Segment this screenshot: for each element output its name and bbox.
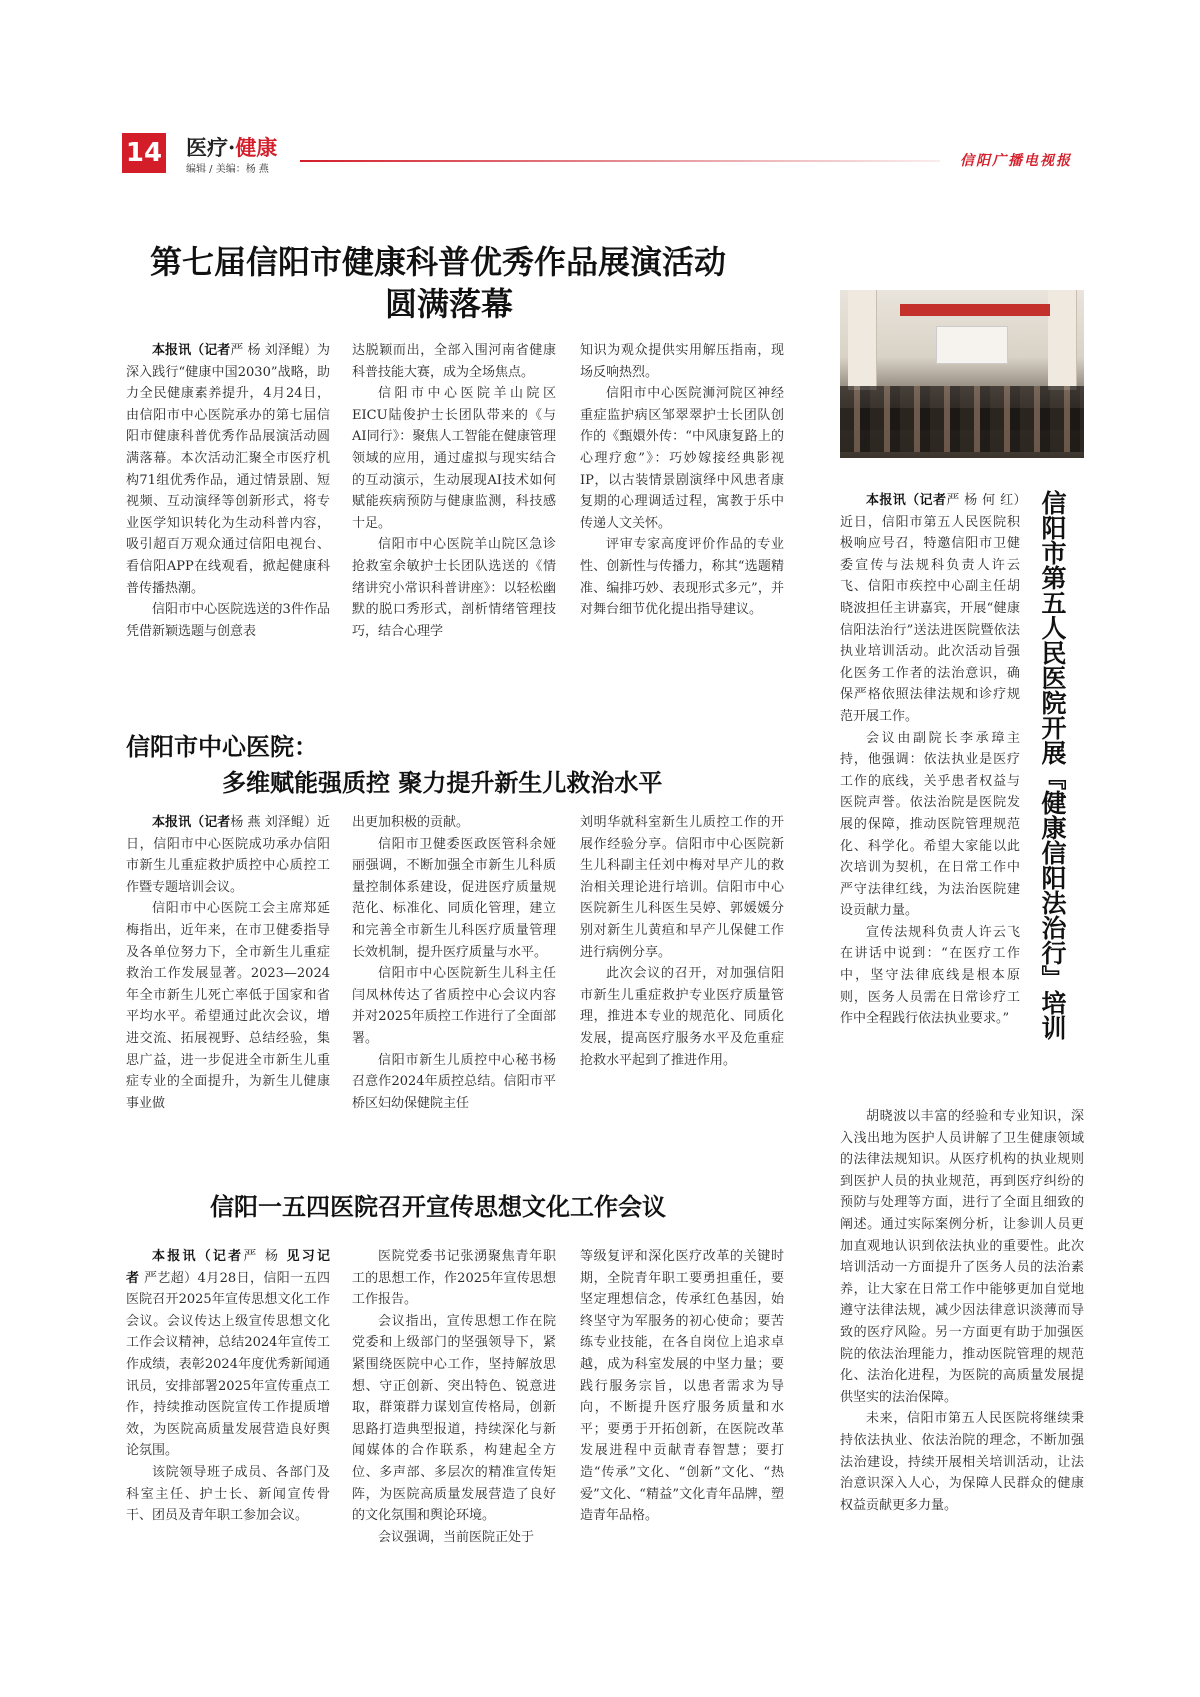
lead-text: ）为深入践行“健康中国2030”战略，助力全民健康素养提升，4月24日，由信阳市中心医院承办的第七届信阳市健康科普优秀作品展演活动圆满落幕。本次活动汇聚全市医疗机构71组优秀作品，通过情景剧、短视频、互动演绎等创新形式，将专业医学知识转化为生动科普内容，吸引超百万观众通过信阳电视台、看信阳APP在线观看，掀起健康科普传播热潮。 [126,343,330,596]
paragraph: 会议强调，当前医院正处于 [378,1529,535,1545]
paragraph: 信阳市中心医院选送的3件作品凭借新颖选题与创意表 [126,602,330,639]
paragraph: 出更加积极的贡献。 [352,815,470,830]
projection-screen [936,326,1008,364]
paper-name: 信阳广播电视报 [960,153,1072,169]
article3-title: 信阳一五四医院召开宣传思想文化工作会议 [210,1192,666,1221]
paragraph: 会议由副院长李承璋主持，他强调：依法执业是医疗工作的底线，关乎患者权益与医院声誉。依法治院是医院发展的保障，推动医院管理规范化、科学化。希望大家能以此次培训为契机，在日常工作中严守法律红线，为法治医院建设贡献力量。 [840,730,1020,919]
byline: 本报讯（记者 [152,1249,244,1264]
paragraph: 等级复评和深化医疗改革的关键时期，全院青年职工要勇担重任，要坚定理想信念，传承红色基因，始终坚守为军服务的初心使命；要苦练专业技能，在各自岗位上追求卓越，成为科室发展的中坚力量；要践行服务宗旨，以患者需求为导向，不断提升医疗服务质量和水平；要勇于开拓创新，在医院改革发展进程中贡献青春智慧；要打造“传承”文化、“创新”文化、“热爱”文化、“精益”文化青年品牌，塑造青年品格。 [580,1249,784,1524]
article2-title-line2: 多维赋能强质控 聚力提升新生儿救治水平 [222,768,663,797]
lead-text: ）近日，信阳市第五人民医院积极响应号召，特邀信阳市卫健委宣传与法规科负责人许云飞、信阳市疾控中心副主任胡晓波担任主讲嘉宾，开展“健康信阳法治行”送法进医院暨依法执业培训活动。此次活动旨强化医务工作者的法治意识，确保严格依照法律法规和诊疗规范开展工作。 [840,493,1020,724]
article1-column-2 [352,340,556,642]
article1-title-line2: 圆满落幕 [385,285,514,323]
sidebar-lead-paragraph [840,490,1020,728]
paragraph: 宣传法规科负责人许云飞在讲话中说到：“在医疗工作中，坚守法律底线是根本原则，医务人员需在日常诊疗工作中全程践行依法执业要求。” [840,924,1020,1027]
editor-line: 编辑 / 美编：杨 燕 [186,164,269,175]
paragraph: 达脱颖而出，全部入围河南省健康科普技能大赛，成为全场焦点。 [352,343,556,380]
section-main: 医疗· [186,135,236,160]
section-title [186,132,277,162]
paragraph: 信阳市新生儿质控中心秘书杨召意作2024年质控总结。信阳市平桥区妇幼保健院主任 [352,1052,556,1111]
article3-column-1 [126,1246,330,1527]
paragraph: 评审专家高度评价作品的专业性、创新性与传播力，称其“选题精准、编排巧妙、表现形式多元”，并对舞台细节优化提出指导建议。 [580,537,784,618]
lead-text: ）4月28日，信阳一五四医院召开2025年宣传思想文化工作会议。会议传达上级宣传思想文化工作会议精神，总结2024年宣传工作成绩，表彰2024年度优秀新闻通讯员，安排部署2025年宣传重点工作，持续推动医院宣传工作提质增效，为医院高质量发展营造良好舆论氛围。 [126,1270,330,1459]
article2-column-1 [126,812,330,1114]
reporter-names: 严 杨 刘泽鲲 [230,343,304,358]
window-blind [848,290,877,390]
article2-lead-paragraph [126,812,330,898]
article2-title-line1: 信阳市中心医院： [126,732,318,761]
paragraph: 信阳市中心医院工会主席郑延梅指出，近年来，在市卫健委指导及各单位努力下，全市新生儿重症救治工作发展显著。2023—2024年全市新生儿死亡率低于国家和省平均水平。希望通过此次会议，增进交流、拓展视野、总结经验，集思广益，进一步促进全市新生儿重症专业的全面提升，为新生儿健康事业做 [126,901,330,1111]
byline: 本报讯（记者 [866,493,947,508]
article1-column-1 [126,340,330,642]
paragraph: 会议指出，宣传思想工作在院党委和上级部门的坚强领导下，紧紧围绕医院中心工作，坚持解放思想、守正创新、突出特色、锐意进取，群策群力谋划宣传格局，创新思路打造典型报道，持续深化与新闻媒体的合作联系，构建起全方位、多声部、多层次的精准宣传矩阵，为医院高质量发展营造了良好的文化氛围和舆论环境。 [352,1313,556,1524]
window-blind [1048,290,1077,390]
byline-mid: 见习记者 [126,1249,330,1286]
meeting-photo [840,290,1084,458]
reporter-names: 严 杨 何 红 [946,493,1014,508]
sidebar-column-1 [840,490,1020,1030]
sidebar-vertical-title: 信阳市第五人民医院开展『健康信阳法治行』培训 [1038,490,1067,1040]
reporter-names-2: 严艺超 [143,1270,185,1286]
audience-row [840,430,1084,452]
paragraph: 知识为观众提供实用解压指南，现场反响热烈。 [580,343,784,380]
sidebar-column-2 [840,1106,1084,1516]
stage-banner [900,304,1050,316]
paragraph: 信阳市中心医院羊山院区急诊抢救室余敏护士长团队选送的《情绪讲究小常识科普讲座》：以轻松幽默的脱口秀形式，剖析情绪管理技巧，结合心理学 [352,537,556,639]
header-rule [300,160,940,162]
article1-column-3 [580,340,784,621]
page-number: 14 [122,133,166,173]
paragraph: 医院党委书记张湧聚焦青年职工的思想工作，作2025年宣传思想工作报告。 [352,1249,556,1308]
paragraph: 信阳市中心医院羊山院区EICU陆俊护士长团队带来的《与AI同行》：聚焦人工智能在健康管理领域的应用，通过虚拟与现实结合的互动演示，生动展现AI技术如何赋能疾病预防与健康监测，科技感十足。 [352,386,556,531]
paragraph: 信阳市中心医院浉河院区神经重症监护病区邹翠翠护士长团队创作的《甄嬛外传：“中风康复路上的心理疗愈”》：巧妙嫁接经典影视IP，以古装情景剧演绎中风患者康复期的心理调适过程，寓教于乐中传递人文关怀。 [580,386,784,531]
article3-lead-paragraph [126,1246,330,1462]
paragraph: 信阳市卫健委医政医管科余娅丽强调，不断加强全市新生儿科质量控制体系建设，促进医疗质量规范化、标准化、同质化管理，建立和完善全市新生儿科医疗质量管理长效机制，提升医疗质量与水平。 [352,836,556,960]
section-accent: 健康 [235,135,278,160]
paragraph: 刘明华就科室新生儿质控工作的开展作经验分享。信阳市中心医院新生儿科副主任刘中梅对早产儿的救治相关理论进行培训。信阳市中心医院新生儿科医生吴婷、郭媛媛分别对新生儿黄疸和早产儿保健工作进行病例分享。 [580,815,784,960]
article3-column-2 [352,1246,556,1548]
article1-title-line1: 第七届信阳市健康科普优秀作品展演活动 [150,243,727,281]
byline: 本报讯（记者 [152,343,231,358]
lead-text: ）近日，信阳市中心医院成功承办信阳市新生儿重症救护质控中心质控工作暨专题培训会议。 [126,815,330,895]
reporter-names: 杨 燕 刘泽鲲 [230,815,304,830]
article2-column-3 [580,812,784,1071]
reporter-names: 严 杨 [243,1249,281,1264]
paragraph: 此次会议的召开，对加强信阳市新生儿重症救护专业医疗质量管理，推进本专业的规范化、同质化发展，提高医疗服务水平及危重症抢救水平起到了推进作用。 [580,966,784,1068]
paragraph: 该院领导班子成员、各部门及科室主任、护士长、新闻宣传骨干、团员及青年职工参加会议。 [126,1464,330,1524]
byline: 本报讯（记者 [152,815,231,830]
paragraph: 胡晓波以丰富的经验和专业知识，深入浅出地为医护人员讲解了卫生健康领域的法律法规知识。从医疗机构的执业规则到医护人员的执业规范，再到医疗纠纷的预防与处理等方面，进行了全面且细致的阐述。通过实际案例分析，让参训人员更加直观地认识到依法执业的重要性。此次培训活动一方面提升了医务人员的法治素养，让大家在日常工作中能够更加自觉地遵守法律法规，减少因法律意识淡薄而导致的医疗风险。另一方面更有助于加强医院的依法治理能力，推动医院管理的规范化、法治化进程，为医院的高质量发展提供坚实的法治保障。 [840,1109,1084,1405]
article2-column-2 [352,812,556,1114]
article3-column-3 [580,1246,784,1527]
paragraph: 信阳市中心医院新生儿科主任闫凤林传达了省质控中心会议内容并对2025年质控工作进行了全面部署。 [352,966,556,1046]
audience-row [840,408,1084,430]
article1-lead-paragraph [126,340,330,599]
audience-row [840,386,1084,408]
paragraph: 未来，信阳市第五人民医院将继续秉持依法执业、依法治院的理念，不断加强法治建设，持续开展相关培训活动，让法治意识深入人心，为保障人民群众的健康权益贡献更多力量。 [840,1411,1084,1513]
